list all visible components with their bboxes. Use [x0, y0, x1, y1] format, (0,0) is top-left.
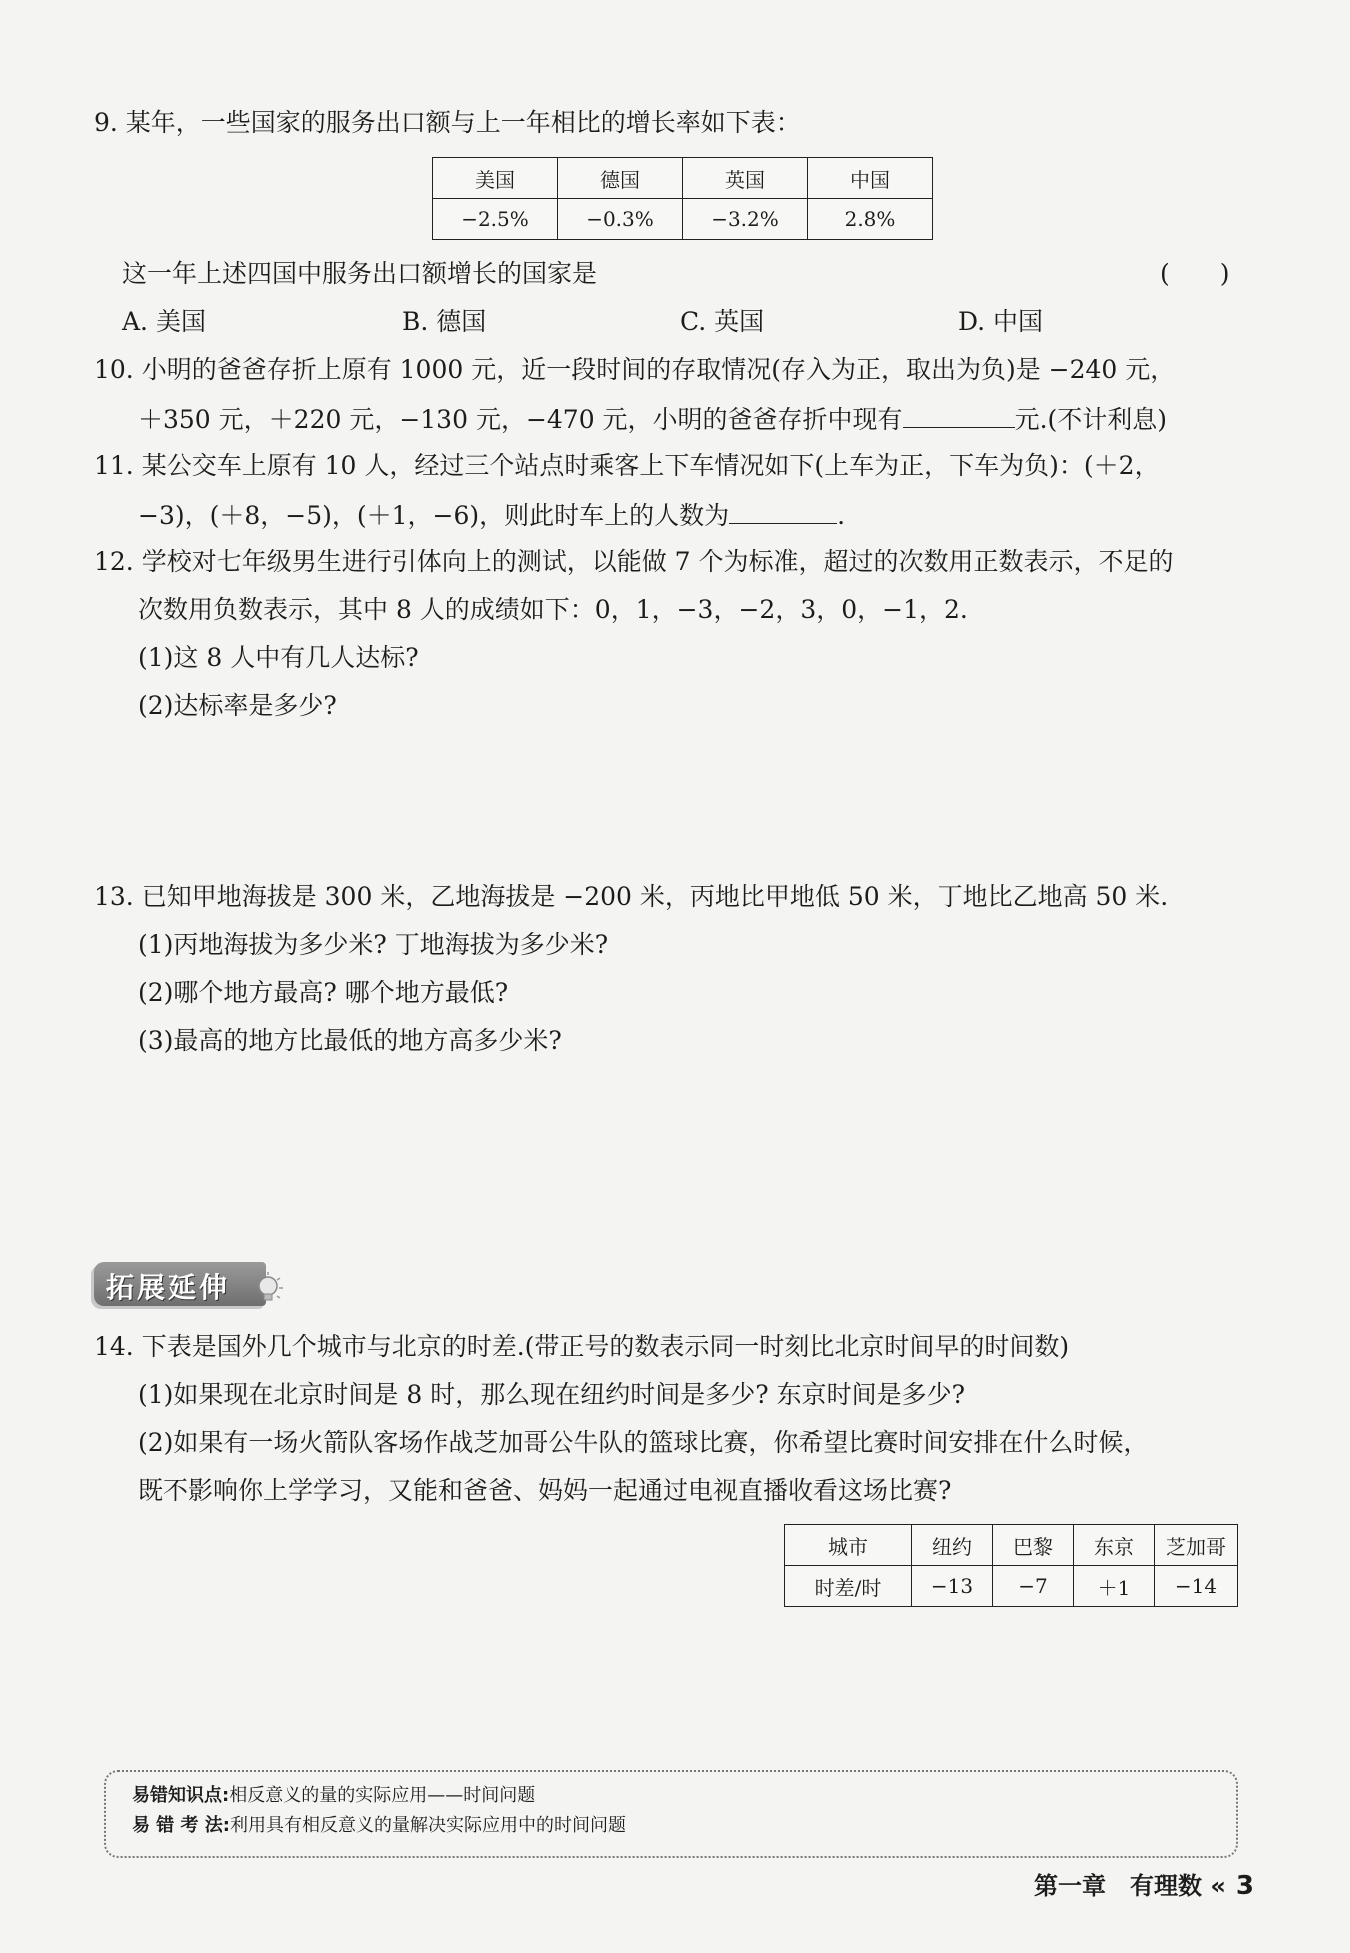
option-d[interactable]: D. 中国	[958, 307, 1044, 336]
q14-line1: 14. 下表是国外几个城市与北京的时差.(带正号的数表示同一时刻比北京时间早的时间数)	[94, 1332, 1070, 1361]
q13-sub2: (2)哪个地方最高? 哪个地方最低?	[138, 978, 509, 1007]
q12-sub1: (1)这 8 人中有几人达标?	[138, 643, 419, 672]
option-b[interactable]: B. 德国	[402, 307, 487, 336]
note-line2	[132, 1813, 626, 1839]
q10-line2	[138, 401, 1167, 437]
option-a[interactable]: A. 美国	[122, 307, 206, 336]
table-header-cell: 城市	[785, 1525, 912, 1566]
q11-line2-text: −3)，(＋8，−5)，(＋1，−6)，则此时车上的人数为	[138, 501, 730, 530]
table-header-cell: 英国	[683, 158, 808, 199]
table-header-cell: 巴黎	[993, 1525, 1074, 1566]
table-header-cell: 芝加哥	[1155, 1525, 1238, 1566]
q13-sub3: (3)最高的地方比最低的地方高多少米?	[138, 1026, 562, 1055]
answer-paren[interactable]: ( )	[1160, 259, 1230, 288]
option-c[interactable]: C. 英国	[680, 307, 765, 336]
q11-line1: 11. 某公交车上原有 10 人，经过三个站点时乘客上下车情况如下(上车为正，下车为负)：(＋2，	[94, 451, 1160, 480]
lightbulb-icon	[252, 1270, 288, 1306]
section-title: 拓展延伸	[106, 1271, 231, 1304]
table-header-cell: 纽约	[912, 1525, 993, 1566]
table-header-cell: 中国	[808, 158, 933, 199]
q9-text: 9. 某年，一些国家的服务出口额与上一年相比的增长率如下表：	[94, 108, 801, 137]
table-value-cell: 时差/时	[785, 1566, 912, 1607]
q14-sub1: (1)如果现在北京时间是 8 时，那么现在纽约时间是多少? 东京时间是多少?	[138, 1380, 965, 1409]
table-header-cell: 德国	[558, 158, 683, 199]
q11-line2	[138, 497, 845, 533]
q10-line2-end: 元.(不计利息)	[1014, 405, 1168, 434]
table-value-cell: −13	[912, 1566, 993, 1607]
table-value-cell: −3.2%	[683, 199, 808, 240]
table-value-cell: −14	[1155, 1566, 1238, 1607]
answer-blank[interactable]	[729, 497, 837, 524]
growth-rate-table	[432, 157, 933, 240]
q12-line1: 12. 学校对七年级男生进行引体向上的测试，以能做 7 个为标准，超过的次数用正数表示，不足的	[94, 547, 1174, 576]
table-value-cell: 2.8%	[808, 199, 933, 240]
table-header-cell: 美国	[433, 158, 558, 199]
q14-sub2-line2: 既不影响你上学学习，又能和爸爸、妈妈一起通过电视直播收看这场比赛?	[138, 1476, 952, 1505]
q9-question: 这一年上述四国中服务出口额增长的国家是	[122, 259, 598, 288]
note-label1: 易错知识点:	[132, 1785, 230, 1806]
table-header-cell: 东京	[1074, 1525, 1155, 1566]
q14-sub2-line1: (2)如果有一场火箭队客场作战芝加哥公牛队的篮球比赛，你希望比赛时间安排在什么时候，	[138, 1428, 1149, 1457]
note-line1	[132, 1783, 535, 1809]
table-value-cell: −0.3%	[558, 199, 683, 240]
q12-line2: 次数用负数表示，其中 8 人的成绩如下：0，1，−3，−2，3，0，−1，2.	[138, 595, 968, 624]
table-value-cell: −7	[993, 1566, 1074, 1607]
page-footer	[1034, 1866, 1254, 1901]
q11-line2-end: .	[837, 501, 846, 530]
note-label2: 易 错 考 法:	[132, 1815, 230, 1836]
answer-blank[interactable]	[903, 401, 1015, 428]
q13-line1: 13. 已知甲地海拔是 300 米，乙地海拔是 −200 米，丙地比甲地低 50 米，丁地比乙地高 50 米.	[94, 882, 1169, 911]
section-banner	[94, 1262, 266, 1306]
table-value-cell: −2.5%	[433, 199, 558, 240]
note-text2: 利用具有相反意义的量解决实际应用中的时间问题	[230, 1815, 626, 1836]
q10-line1: 10. 小明的爸爸存折上原有 1000 元，近一段时间的存取情况(存入为正，取出为负)是 −240 元，	[94, 355, 1176, 384]
note-text1: 相反意义的量的实际应用——时间问题	[229, 1785, 536, 1806]
q12-sub2: (2)达标率是多少?	[138, 691, 337, 720]
table-value-cell: ＋1	[1074, 1566, 1155, 1607]
time-difference-table	[784, 1524, 1238, 1607]
chapter-title: 第一章 有理数 «	[1034, 1872, 1226, 1900]
q10-line2-text: ＋350 元，＋220 元，−130 元，−470 元，小明的爸爸存折中现有	[138, 405, 903, 434]
q13-sub1: (1)丙地海拔为多少米? 丁地海拔为多少米?	[138, 930, 609, 959]
page-number: 3	[1235, 1871, 1254, 1901]
